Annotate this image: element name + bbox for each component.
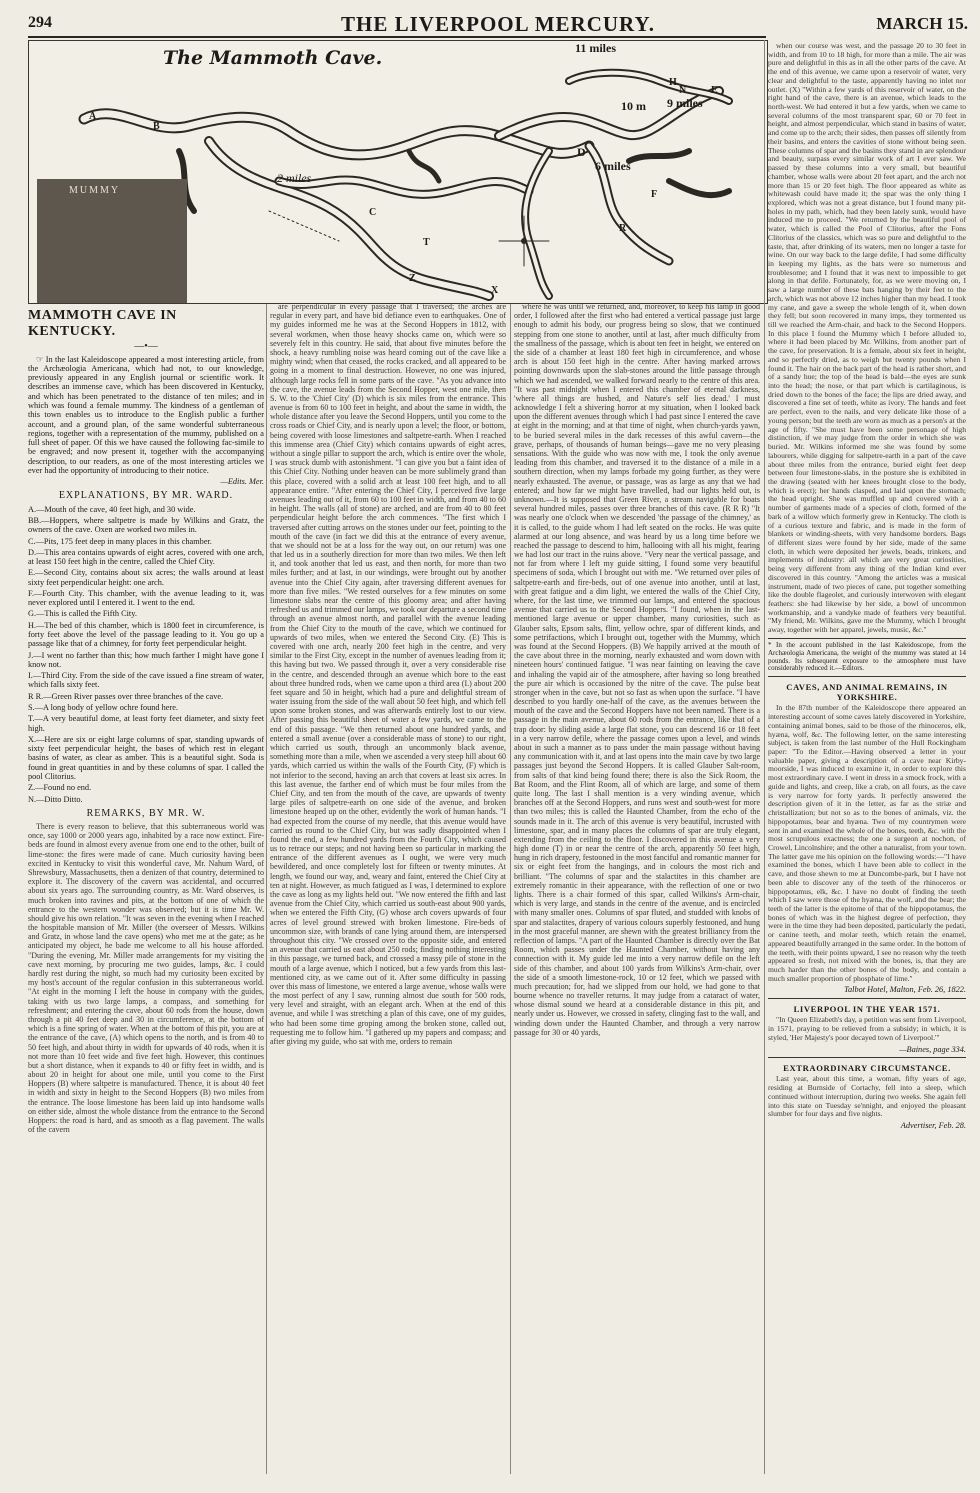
- mummy-illustration: [37, 179, 187, 304]
- column-3: [514, 302, 760, 1472]
- map-letter-d: D: [577, 145, 586, 159]
- caves-signature: Talbot Hotel, Malton, Feb. 26, 1822.: [844, 985, 966, 995]
- map-label-10-m: 10 m: [621, 99, 646, 113]
- column-1: [28, 302, 264, 1472]
- section-rule: [768, 998, 966, 999]
- article-text-column-2: are perpendicular in every passage that I traversed; the arches are regular in every part, and have bid defiance even to earthquakes. One of my guides informed me he was at the Second Hoppers in 1812, with several workmen, when those heavy shocks came on, which were so severely felt in this country. He said, that about five minutes before the shock, a heavy rumbling noise was heard coming out of the cave like a mighty wind; when that ceased, the rocks cracked, and all appeared to be going in a moment to final destruction. However, no one was injured, although large rocks fell in some parts of the cave. "As you advance into the cave, the avenue leads from the Second Hopper, west one mile, then S. W. to the 'Chief City' (D) which is six miles from the entrance. This avenue is from 60 to 100 feet in height, and about the same in width, the whole distance after you leave the Second Hoppers, until you come to the cross roads or Chief City, and is nearly upon a level; the floor, or bottom, being covered with loose limestones and saltpetre-earth. When I reached this immense area (Chief City) which contains upwards of eight acres, without a single pillar to support the arch, which is entire over the whole, I was struck dumb with astonishment. "I can give you but a faint idea of this Chief City. Nothing under heaven can be more sublimely grand than this place, covered with a solid arch at least 100 feet high, and to all appearance entire. "After entering the Chief City, I perceived five large avenues leading out of it, from 60 to 100 feet in width, and from 40 to 60 in height. The walls (all of stone) are arched, and are from 40 to 80 feet perpendicular height before the arch commences. "The first which I traversed after cutting arrows on the stones under our feet, pointing to the mouth of the cave (in fact we did this at the entrance of every avenue, that we should not be at a loss for the way out, on our return) was one that led us in a southerly direction for more than two miles. We then left it, and took another that led us east, and then north, for more than two miles further; and at last, in our windings, were brought out by another avenue into the Chief City again, after traversing different avenues for more than five miles. "We rested ourselves for a few minutes on some limestone slabs near the centre of this gloomy area; and after having refreshed us and trimmed our lamps, we took our departure a second time through an avenue almost north, and parallel with the avenue leading from the Chief City to the mouth of the cave, which we continued for upwards of two miles, when we entered the Second City. (E) This is covered with one arch, nearly 200 feet high in the centre, and very similar to the First City, except in the number of avenues leading from it; this having but two. We passed through it, over a very considerable rise in the centre, and descended through an avenue which bore to the east about three hundred rods, when we came upon a third area (I.) about 200 feet square and 50 in height, which had a pure and delightful stream of water issuing from the side of the wall about 50 feet high, and which fell upon some broken stones, and was afterwards entirely lost to our view. After passing this beautiful sheet of water a few yards, we came to the end of this passage. "We then returned about one hundred yards, and entered a small avenue (over a considerable mass of stone) to our right, which carried us south, through an uncommonly black avenue, something more than a mile, when we ascended a very steep hill about 60 yards, which carried us within the walls of the Fourth City, (F) which is not inferior to the second, having an arch that covers at least six acres. In this last avenue, the farther end of which must be four miles from the Chief City, and ten from the mouth of the cave, are upwards of twenty large piles of saltpetre-earth on one side of the avenue, and broken limestone heaped up on the other, evidently the work of human hands. "I had expected from the course of my needle, that this avenue would have carried us round to the Chief City, but was sadly disappointed when I found the end, a few hundred yards from the Fourth City, which caused us to retrace our steps; and not having been so particular in marking the entrance of the different avenues as I ought, we were very much bewildered, and once completely lost for fifteen or twenty minutes. At length, we found our way, and, weary and faint, entered the Chief City at ten at night. However, as much fatigued as I was, I determined to explore the cave as long as my lights held out. "We now entered the fifth and last avenue from the Chief City, which carried us south-east about 900 yards, when we entered the Fifth City, (G) whose arch covers upwards of four acres of level ground strewed with broken limestone. Fire-beds of uncommon size, with brands of cane lying around them, are interspersed throughout this city. "We crossed over to the opposite side, and entered an avenue that carried us east about 250 rods; finding nothing interesting in this passage, we turned back, and crossed a massy pile of stone in the mouth of a large avenue, which I noticed, but a few yards from this last-mentioned city, as we came out of it. After some difficulty in passing over this mass of limestone, we entered a large avenue, whose walls were the most perfect of any I saw, running almost due south for 500 rods, very level and straight, with an elegant arch. When at the end of this avenue, and while I was stretching a plan of this cave, one of my guides, who had been some time groping among the broken stone, called out, requesting me to follow him. "I gathered up my papers and compass; and after giving my guide, who sat with me, orders to remain: [270, 302, 506, 1046]
- explanation-item: C.—Pits, 175 feet deep in many places in this chamber.: [28, 536, 212, 546]
- column-4: [768, 42, 966, 1472]
- map-letter-z: Z: [409, 273, 416, 284]
- explanation-item: Z.—Found no end.: [28, 783, 92, 793]
- map-letter-r: R: [619, 223, 627, 234]
- map-letter-h: H: [669, 77, 677, 88]
- column-2: [270, 302, 506, 1472]
- mummy-label: MUMMY: [69, 185, 121, 196]
- liverpool-text: "In Queen Elizabeth's day, a petition was sent from Liverpool, in 1571, praying to be relieved from a subsidy; in which, it is styled, 'Her Majesty's poor decayed town of Liverpool.'": [768, 1015, 966, 1042]
- explanation-item: D.—This area contains upwards of eight acres, covered with one arch, at least 150 feet high in the centre, called the Chief City.: [28, 547, 264, 567]
- explanation-item: G.—This is called the Fifth City.: [28, 609, 137, 619]
- explanation-item: H.—The bed of this chamber, which is 1800 feet in circumference, is forty feet above the level of the passage leading to it. You go up a passage like that of a chimney, for forty feet perpendicular height.: [28, 620, 264, 649]
- column-divider: [510, 304, 511, 1474]
- column-divider: [266, 304, 267, 1474]
- liverpool-signature: —Baines, page 334.: [899, 1044, 966, 1054]
- explanation-item: F.—Fourth City. This chamber, with the avenue leading to it, was never explored until I entered it. I went to the end.: [28, 588, 264, 608]
- explanation-item: I.—Third City. From the side of the cave issued a fine stream of water, which falls sixty feet.: [28, 671, 264, 690]
- explanation-item: R R.—Green River passes over three branches of the cave.: [28, 691, 224, 701]
- extraordinary-heading: EXTRAORDINARY CIRCUMSTANCE.: [783, 1062, 951, 1073]
- explanations-heading: EXPLANATIONS, BY MR. WARD.: [58, 490, 234, 502]
- map-title: The Mammoth Cave.: [163, 47, 383, 69]
- masthead: [28, 10, 968, 36]
- intro-signature: —Edits. Mer.: [220, 477, 264, 487]
- map-letter-e: E: [711, 85, 718, 96]
- article-headline: MAMMOTH CAVE IN KENTUCKY.: [28, 308, 177, 339]
- extraordinary-text: Last year, about this time, a woman, fifty years of age, residing at Burnside of Cortachy, fell into a sleep, which continued without interruption, during two weeks. She again fell into this state on Tuesday se'nnight, and enjoyed the pleasant slumber for four days and five nights.: [768, 1074, 966, 1119]
- map-letter-t: T: [423, 237, 430, 248]
- article-text-column-4: when our course was west, and the passage 20 to 30 feet in width, and from 10 to 18 high, for more than a mile. The air was pure and delightful in this as in all the other parts of the cave. At the end of this avenue, we came upon a reservoir of water, very clear and delightful to the taste, apparently having no inlet nor outlet. (X) "Within a few yards of this reservoir of water, on the right hand of the cave, there is an avenue, which leads to the north-west. We had entered it but a few yards, when we came to several columns of the most transparent spar, 60 or 70 feet in height, and almost perpendicular, which stand in basins of water, and come up to the arch; their sides, then passes off silently from their basins, and enters the cavities of stone without being seen. These columns of spar and the basins they stand in are splendour and beauty, surpass every similar work of art I ever saw. We passed by these columns into a very small, but beautiful chamber, whose walls were about 20 feet apart, and the arch not more than 15 or 20 feet high. The floor appeared as white as whitewash could have made it; the spar was the only thing I explored, which was not a great distance, but I found many pit-holes in my path, which, had they been lately sunk, would have induced me to proceed. "We returned by the beautiful pool of water, which is called the Pool of Clitorius, after the Fons Clitorius of the classics, which was so pure and delightful to the taste, that, after drinking of its waters, men no longer a taste for wine. On our way back to the large defile, I had some difficulty in keeping my lights, as the bats were so numerous and troublesome; and I found that it was next to impossible to get along in that defile. Fortunately, for, as we were moving on, I saw a large number of these bats hanging by their feet to the arch, which was not above 12 inches higher than my head. I took my cane, and gave a sweep the whole length of it, when down they fell; but soon recovered in many imps, they tormented us till we reached the Arm-chair, and back to the Second Hoppers. In this place I found the Mummy which I before alluded to, where it had been placed by Mr. Wilkins, from another part of the cave, for preservation. It is a female, about six feet in height, and so perfectly dried, as to weigh but twenty pounds when I found it. The hair on the back part of the head is rather short, and of a sandy hue; the top of the head is bald—the eyes are sunk into the head; the nose, or that part which is cartilaginous, is dried down to the bones of the face; the lips are dried away, and discovered a fine set of teeth, white as ivory. The hands and feet are perfect, even to the nails, and very delicate like those of a young person; but the teeth are worn as much as a person's at the age of fifty. "She must have been some personage of high distinction, if we may judge from the order in which she was buried. Mr. Wilkins informed me she was found by some labourers, while digging for saltpetre-earth in a part of the cave about three miles from the entrance, buried eight feet deep between four limestone-slabs, in the posture she is exhibited in the drawing (seated with her knees brought close to the body, which is erect); her hands clasped, and laid upon the stomach; the head upright. She was muffled up and covered with a number of garments made of a species of cloth, formed of the bark of a willow which formerly grew in Kentucky. The cloth is of a curious texture and fabric, and is made in the form of blankets or winding-sheets, with very handsome borders. Bags of different sizes were found by her side, made of the same cloth, in which were deposited her jewels, beads, trinkets, and implements of industry: all which are very great curiosities, being very different from any thing of the Indian kind ever discovered in this country. "Among the articles was a musical instrument, made of two pieces of cane, put together something like the double flageolet, and curiously interwoven with elegant feathers: she had likewise by her side, a bowl of uncommon workmanship, and a vandyke made of feathers very beautiful. "My friend, Mr. Wilkins, gave me the Mummy, which I brought away, together with her apparel, jewels, music, &c.": [768, 42, 966, 635]
- issue-date: MARCH 15.: [876, 14, 968, 33]
- headline-ornament: —•—: [134, 341, 158, 353]
- map-letter-n: N: [679, 85, 687, 96]
- explanation-item: A.—Mouth of the cave, 40 feet high, and 30 wide.: [28, 504, 196, 514]
- map-label-11-miles: 11 miles: [575, 41, 616, 55]
- map-letter-x: X: [491, 285, 499, 296]
- cave-map-figure: [28, 40, 768, 304]
- map-label-2-miles: 2 miles: [277, 171, 312, 185]
- masthead-rule: [28, 36, 766, 38]
- map-letter-a: A: [89, 111, 97, 122]
- explanation-item: T.—A very beautiful dome, at least forty feet diameter, and sixty feet high.: [28, 714, 264, 733]
- liverpool-heading: LIVERPOOL IN THE YEAR 1571.: [793, 1003, 941, 1014]
- explanation-item: J.—I went no farther than this; how much farther I might have gone I know not.: [28, 650, 264, 669]
- section-rule: [768, 1057, 966, 1058]
- caves-text: In the 87th number of the Kaleidoscope there appeared an interesting account of some caves lately discovered in Yorkshire, containing animal bones, said to be those of the rhinoceros, elk, hyæna, wolf, &c. The following letter, on the same interesting subject, is taken from the last number of the Hull Rockingham paper: "To the Editor.—Having observed a letter in your valuable paper, giving a description of a cave near Kirby-moorside, I was induced to examine it, in order to explore this most extraordinary cave. I went in dress in a smock frock, with a guide and lights, and creep, like a crab, on all fours, as the cave is very narrow for forty yards. It perfectly answered the description given of it in the letter, as far as the striæ and christallization; but not so as to the bones of animals, viz. the hippopotamus, bear and hyæna. Two of my countrymen were sent in and examined the whole of the bones, teeth, &c. with the most scrupulous exactness; the one a surgeon at nochon, of Crowel, Lincolnshire; and the other a naturalist, from your town. The latter gave me his opinion on the following words:—"I have examined the bones, which I have been able to collect in the cave, and those shewn to me at Duncombe-park, but I have not been able to discover any of the teeth of the rhinoceros or hippopotamus, elk, &c. I have no doubt of finding the teeth which I saw were those of the hyæna, the wolf, and the bear; the teeth of the latter is the epitome of that of the hippopotamus, the bones of which was in the highest degree of perfection, they were in the time they had been deposited, particularly the pedati, or canine teeth, and molar teeth, which retain the enamel, appeared beautifully arranged in the same order. In the bottom of the teeth, with their points upward, I see no reason why the teeth appeared so fresh, not mixed with the bones, is, that they are much harder than the other bones of the body, and contain a much smaller proportion of phosphate of lime.": [768, 703, 966, 983]
- explanation-item: S.—A long body of yellow ochre found here.: [28, 703, 179, 712]
- section-rule: [768, 638, 966, 639]
- caves-heading: CAVES, AND ANIMAL REMAINS, IN YORKSHIRE.: [786, 682, 948, 702]
- article-text-column-3: where he was until we returned, and, moreover, to keep his lamp in good order, I followed after the first who had entered a vertical passage just large enough to admit his body, our progress being so slow, that we continued stepping from one stone to another, until at last, after much difficulty from the smallness of the passage, which is about ten feet in height, we entered on the side of a chamber at least 180 feet high in circumference, and whose arch is about 150 feet high in the centre. After having marked arrows pointing downwards upon the slab-stones around the little passage through which we had ascended, we walked forward nearly to the centre of this area. "It was past midnight when I entered this chamber of eternal darkness, 'where all things are hushed, and Nature's self lies dead.' I must acknowledge I felt a shivering horror at my situation, when I looked back upon the different avenues through which I had past since I entered the cave at eight in the morning; and at that time of night, when church-yards yawn, to be buried several miles in the dark recesses of this awful cavern—the grave, perhaps, of thousands of human beings—gave me no very pleasing sensations. With the guide who was now with me, I took the only avenue leading from this chamber, and traversed it to the distance of a mile in a southern direction, when my lamps forbade my going further, as they were nearly exhausted. The avenue, or passage, was as large as any that we had entered; and how far we might have travelled, had our lights held out, is unknown.—It is supposed that Green River, a stream navigable for boats several hundred miles, passes over three branches of this cave. (R R R) "It was nearly one o'clock when we descended 'the passage of the chimney,' as it is called, to the guide whom I had left seated on the rocks. He was quite alarmed at our long absence, and was heard by us a long time before we reached the passage to descend to him, hallooing with all his might, fearing we had lost our tract in the ruins above. "Very near the vertical passage, and not far from where I left my guide sitting, I found some very beautiful specimens of soda, which I brought out with me. "We returned over piles of saltpetre-earth and fire-beds, out of one avenue into another, until at last, with great fatigue and a dim light, we entered the walls of the Chief City, where, for the last time, we trimmed our lamps, and entered the spacious avenue that carried us to the Second Hoppers. "I found, when in the last-mentioned large avenue or upper chamber, many curiosities, such as Glauber salts, Epsom salts, flint, yellow ochre, spar of different kinds, and some petrifactions, which I brought out, together with the Mummy, which was found at the Second Hoppers. (B) We happily arrived at the mouth of the cave about three in the morning, nearly exhausted and worn down with nineteen hours' continued fatigue. "I was near fainting on leaving the cave and inhaling the vapid air of the atmosphere, after having so long breathed the pure air which is occasioned by the nitre of the cave. The pulse beat stronger when in the cave, but not so fast as when upon the surface. "I have described to you hardly one-half of the cave, as the avenues between the mouth of the cave and the Second Hoppers have not been named. There is a passage in the main avenue, about 60 rods from the entrance, like that of a trap door: by sliding aside a large flat stone, you can descend 16 or 18 feet in a very narrow defile, where the passage comes upon a level, and winds about in such a manner as to pass under the main passage without having any communication with it, and at last opens into the main cave by two large passages just beyond the Second Hoppers. It is called Glauber Salt-room, from salts of that kind being found there; there is also the Sick Room, the Bat Room, and the Flint Room, all of which are large, and some of them quite long. The last I shall mention is a very winding avenue, which branches off at the Second Hoppers, and runs west and south-west for more than two miles; this is called the Haunted Chamber, from the echo of the sounds made in it. The arch of this avenue is very beautiful, incrusted with limestone, spar, and in many places the columns of spar are truly elegant, extending from the ceiling to the floor. I discovered in this avenue a very high dome (T) in or near the centre of the arch, apparently 50 feet high, hung in rich drapery, festooned in the most fanciful and romantic manner for six or eight feet from the hangings, and in colours the most rich and brilliant. "The columns of spar and the stalactites in this chamber are extremely romantic in their appearance, with the reflection of one or two lights. There is a chair formed of this spar, called Wilkins's Arm-chair, which is very large, and stands in the centre of the avenue, and is encircled with many smaller ones. Columns of spar fluted, and studded with knobs of spar and stalactites, drapery of various colours superbly festooned, and hung in the most graceful manner, are shewn with the greatest brilliancy from the reflection of lamps. "A part of the Haunted Chamber is directly over the Bat Room, which passes under the Haunted Chamber, without having any connection with it. My guide led me into a very narrow defile on the left side of this chamber, and about 100 yards from Wilkins's Arm-chair, over the side of a smooth limestone-rock, 10 or 12 feet, which we passed with much precaution; for, had we slipped from our hold, we had gone to that bourne whence no traveller returns. It may judge from a cataract of water, whose dismal sound we heard at a considerable distance in this pit, and nearly under us. However, we crossed in safety, clinging fast to the wall, and winding down under the Haunted Chamber, and through a very narrow passage for 30 or 40 yards,: [514, 302, 760, 1037]
- section-rule: [768, 676, 966, 677]
- explanation-item: BB.—Hoppers, where saltpetre is made by Wilkins and Gratz, the owners of the cave. Oxen are worked two miles in.: [28, 515, 264, 535]
- paper-title: THE LIVERPOOL MERCURY.: [341, 12, 655, 36]
- intro-paragraph: ☞ In the last Kaleidoscope appeared a most interesting article, from the Archæologia Americana, which had not, to our knowledge, previously appeared in any English journal or scientific work. It describes an immense cave, which has been discovered in Kentucky, and which has been penetrated to the distance of ten miles; and in which was found a female mummy. The kindness of a gentleman of this town enables us to introduce to the English public a further account, and a ground plan, of the same wonderful subterraneous regions, together with a representation of the mummy, published on a full sheet of paper. Of this we have caused the following fac-simile to be engraved; and now present it, together with the accompanying description, to our readers, as one of the most interesting articles we ever had the opportunity of introducing to their notice.: [28, 354, 264, 475]
- column-divider: [764, 40, 765, 1474]
- explanation-item: E.—Second City, contains about six acres; the walls around at least sixty feet perpendicular height: one arch.: [28, 568, 264, 587]
- explanation-item: N.—Ditto Ditto.: [28, 794, 83, 804]
- footnote: * In the account published in the last Kaleidoscope, from the Archæologia Americana, the weight of the mummy was stated at 14 pounds. Its subsequent exposure to the atmosphere must have considerably reduced it.—Editors.: [768, 640, 966, 673]
- map-letter-b: B: [153, 121, 160, 132]
- map-label-9-miles: 9 miles: [667, 96, 703, 110]
- extraordinary-signature: Advertiser, Feb. 28.: [900, 1121, 966, 1130]
- map-letter-c: C: [369, 207, 377, 218]
- map-label-6-miles: 6 miles: [595, 159, 631, 173]
- map-letter-f: F: [651, 189, 658, 200]
- remarks-heading: REMARKS, BY MR. W.: [86, 807, 206, 819]
- page-number: 294: [28, 14, 52, 31]
- explanation-item: X.—Here are six or eight large columns of spar, standing upwards of sixty feet perpendicular height, the bases of which rest in elegant basins of water, as clear as amber. This is a beautiful sight. Soda is found in great quantities in and by these columns of spar. I called the pool Clitorius.: [28, 734, 264, 781]
- remarks-text: There is every reason to believe, that this subterraneous world was once, say 1000 or 2000 years ago, inhabited by a race now extinct. Fire-beds are found in almost every avenue from one end to the other, built of lime-stone: the fires were made of cane. Much curiosity having been excited in Kentucky to visit this wonderful cave, Mr. Nahum Ward, of Shrewsbury, Massachusetts, then a denizen of that country, determined to explore it. The discovery of the cavern was accidental, and occurred about six years ago. The surrounding country, as Mr. Ward observes, is much broken into ravines and pits, at the bottom of one of which the entrance to the western wonder was observed; but it is time Mr. W. should give his own relation. "It was seven in the evening when I reached the hospitable mansion of Mr. Miller (the overseer of Messrs. Wilkins and Gratz, in whose land the cave opens) who met me at the gate; as he anticipated my object, he bade me welcome to all his house afforded. "During the evening, Mr. Miller made arrangements for my visiting the cave next morning, by procuring me two guides, lamps, &c. I could hardly rest during the night, so much had my curiosity been excited by my host's account of the regular confusion in this subterraneous world. "At eight in the morning I left the house in company with the guides, taking with us two large lamps, a compass, and something for refreshment; and entering the cave, about 60 rods from the house, down through a pit 40 feet deep and 30 in circumference, at the bottom of which is a fine spring of water. When at the bottom of this pit, you are at the entrance of the cave, (A) which opens to the north, and is from 40 to 50 feet high, and about thirty in width for upwards of 40 rods, when it is not more than 10 feet wide and five feet high. However, this continues but a short distance, when it expands to 40 or fifty feet in width, and is about 20 in height for about one mile, until you come to the First Hoppers (B) where saltpetre is manufactured. Thence, it is about 40 feet in width and sixty in height to the Second Hoppers (B) two miles from the entrance. The loose limestone has been laid up into handsome walls on either side, almost the whole distance from the entrance to the Second Hoppers: the road is hard, and as smooth as a flag pavement. The walls of the cavern: [28, 822, 264, 1135]
